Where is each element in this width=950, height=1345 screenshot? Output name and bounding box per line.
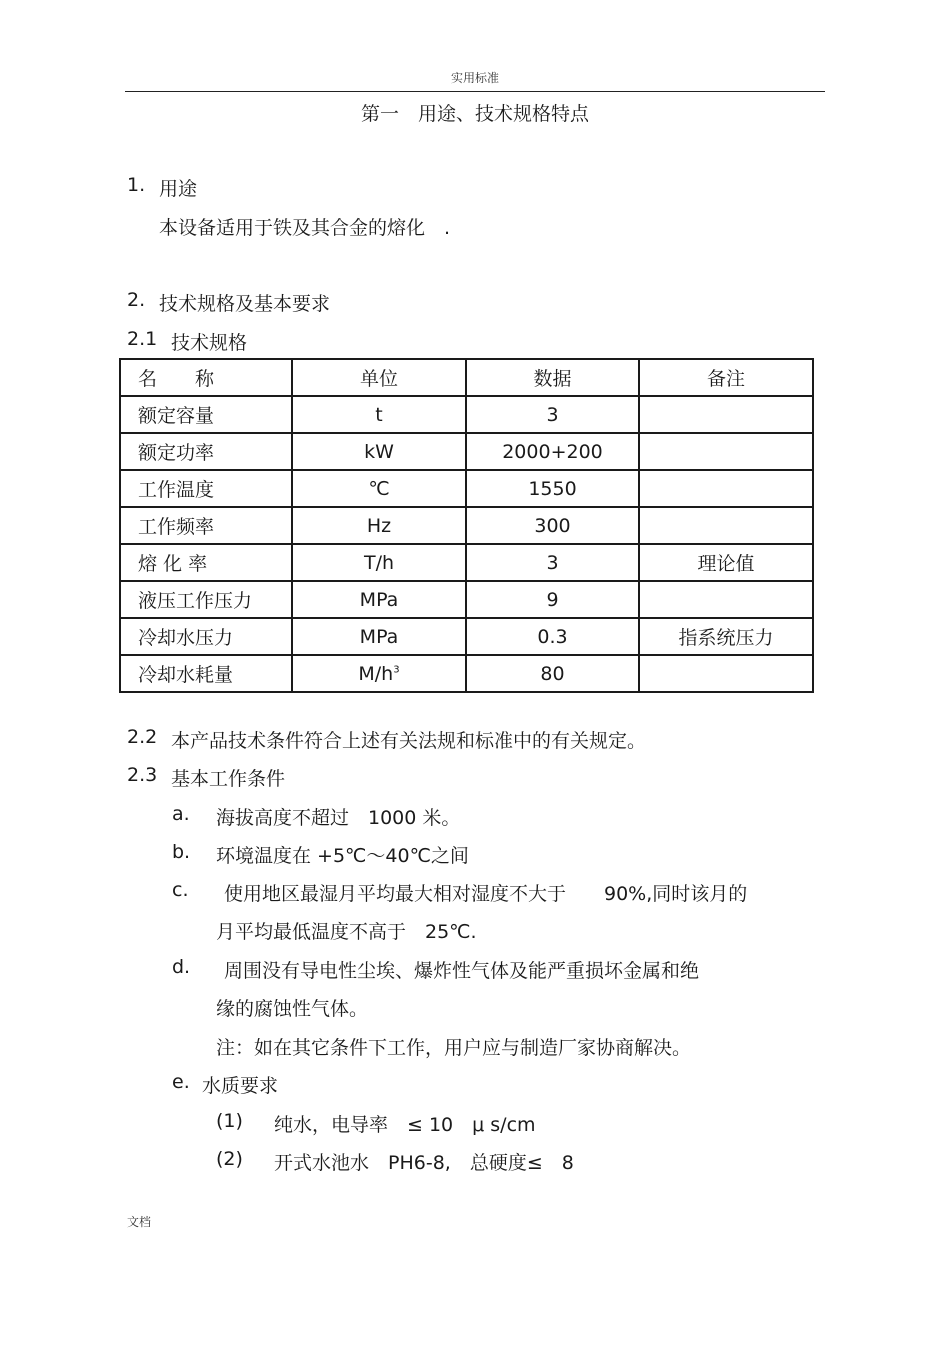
sec23-title: 基本工作条件 — [171, 768, 286, 790]
header-cell: 单位 — [292, 359, 466, 396]
table-row — [120, 396, 813, 433]
table-cell: 0.3 — [466, 618, 639, 655]
table-cell-unit — [292, 655, 466, 692]
cond-d-line1: 周围没有导电性尘埃、爆炸性气体及能严重损坏金属和绝 — [224, 960, 700, 982]
table-row — [120, 544, 813, 581]
table-cell: t — [292, 396, 466, 433]
cond-b-text: 环境温度在 +5℃～40℃之间 — [216, 845, 469, 867]
table-cell: 冷却水耗量 — [120, 655, 292, 692]
table-cell: 3 — [466, 544, 639, 581]
header-cell: 名 称 — [120, 359, 292, 396]
table-cell — [639, 470, 813, 507]
table-cell: 理论值 — [639, 544, 813, 581]
cond-e-text: 水质要求 — [202, 1075, 279, 1097]
table-cell — [639, 581, 813, 618]
header-cell: 备注 — [639, 359, 813, 396]
cond-c-line2: 月平均最低温度不高于 25℃. — [216, 921, 477, 943]
conditions-note: 注：如在其它条件下工作，用户应与制造厂家协商解决。 — [216, 1037, 692, 1059]
table-cell: 熔 化 率 — [120, 544, 292, 581]
header-rule — [125, 91, 825, 92]
table-cell — [639, 507, 813, 544]
table-row — [120, 507, 813, 544]
cond-e-label: e. — [172, 1071, 190, 1093]
cond-e2-text: 开式水池水 PH6-8, 总硬度≤ 8 — [274, 1152, 574, 1174]
table-cell: ℃ — [292, 470, 466, 507]
cond-e2-label: (2) — [216, 1148, 243, 1170]
cond-d-label: d. — [172, 956, 191, 978]
cond-e1-text: 纯水，电导率 ≤ 10 μ s/cm — [274, 1114, 536, 1136]
unit-text: M/h — [358, 662, 394, 685]
sec1-number: 1. — [127, 174, 146, 196]
cond-d-line2: 缘的腐蚀性气体。 — [216, 998, 369, 1020]
cond-a-text: 海拔高度不超过 1000 米。 — [216, 807, 461, 829]
table-cell — [639, 396, 813, 433]
table-cell: 工作频率 — [120, 507, 292, 544]
sec1-title: 用途 — [159, 178, 198, 200]
table-row — [120, 581, 813, 618]
chapter-title: 第一 用途、技术规格特点 — [360, 103, 589, 125]
table-cell: 额定功率 — [120, 433, 292, 470]
table-cell: 液压工作压力 — [120, 581, 292, 618]
sec21-title: 技术规格 — [171, 332, 248, 354]
sec2-number: 2. — [127, 289, 146, 311]
table-row — [120, 655, 813, 692]
table-cell: 指系统压力 — [639, 618, 813, 655]
table-cell: 300 — [466, 507, 639, 544]
table-cell: 冷却水压力 — [120, 618, 292, 655]
table-row — [120, 470, 813, 507]
table-cell: 额定容量 — [120, 396, 292, 433]
sec22-text: 本产品技术条件符合上述有关法规和标准中的有关规定。 — [171, 730, 647, 752]
table-cell: MPa — [292, 581, 466, 618]
cond-c-label: c. — [172, 879, 189, 901]
table-cell — [639, 433, 813, 470]
table-cell: MPa — [292, 618, 466, 655]
page-footer: 文档 — [127, 1215, 152, 1229]
table-cell: Hz — [292, 507, 466, 544]
table-cell: kW — [292, 433, 466, 470]
header-cell: 数据 — [466, 359, 639, 396]
page-header: 实用标准 — [450, 71, 499, 85]
unit-superscript: 3 — [393, 664, 400, 676]
cond-e1-label: (1) — [216, 1110, 243, 1132]
table-cell: T/h — [292, 544, 466, 581]
table-cell: 9 — [466, 581, 639, 618]
cond-c-line1: 使用地区最湿月平均最大相对湿度不大于 90%,同时该月的 — [224, 883, 748, 905]
spec-table — [119, 358, 814, 693]
table-cell: 80 — [466, 655, 639, 692]
sec2-title: 技术规格及基本要求 — [159, 293, 331, 315]
table-cell: 2000+200 — [466, 433, 639, 470]
sec1-body: 本设备适用于铁及其合金的熔化 . — [159, 217, 451, 239]
table-cell — [639, 655, 813, 692]
sec21-number: 2.1 — [127, 328, 158, 350]
table-row — [120, 433, 813, 470]
table-row — [120, 618, 813, 655]
cond-a-label: a. — [172, 803, 190, 825]
table-cell: 3 — [466, 396, 639, 433]
table-cell: 工作温度 — [120, 470, 292, 507]
cond-b-label: b. — [172, 841, 191, 863]
sec22-number: 2.2 — [127, 726, 158, 748]
sec23-number: 2.3 — [127, 764, 158, 786]
table-header-row — [120, 359, 813, 396]
table-cell: 1550 — [466, 470, 639, 507]
